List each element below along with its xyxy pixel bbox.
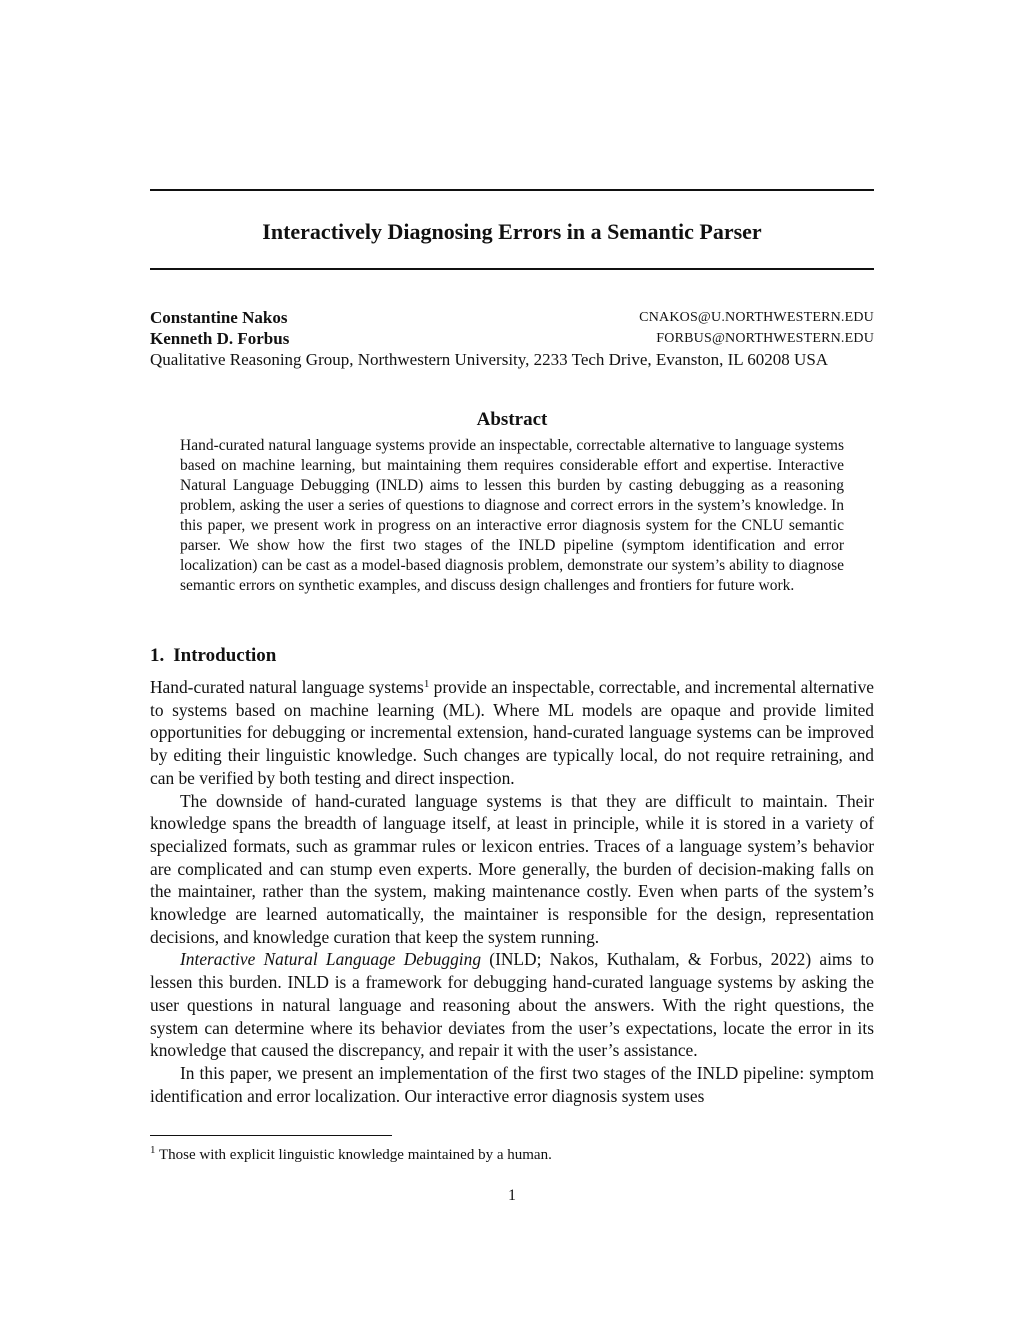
author-name: Constantine Nakos [150, 308, 288, 327]
author-row [150, 328, 874, 349]
paragraph [150, 948, 874, 1062]
footnote-text: Those with explicit linguistic knowledge maintained by a human. [158, 1147, 552, 1163]
title-top-rule [150, 189, 874, 191]
paragraph [150, 676, 874, 790]
page-number: 1 [508, 1187, 516, 1204]
section-title: Introduction [173, 645, 277, 666]
author-row [150, 307, 874, 328]
author-name: Kenneth D. Forbus [150, 329, 290, 348]
paragraph: In this paper, we present an implementation of the first two stages of the INLD pipeline: symptom identification and error localization. Our interactive error diagnosis system uses [150, 1062, 874, 1106]
abstract-body: Hand-curated natural language systems provide an inspectable, correctable alternative to language systems based on machine learning, but maintaining them requires considerable effort and expertise. Interactive Natural Language Debugging (INLD) aims to lessen this burden by casting debugging as a reasoning problem, asking the user a series of questions to diagnose and correct errors in the system’s knowledge. In this paper, we present work in progress on an interactive error diagnosis system for the CNLU semantic parser. We show how the first two stages of the INLD pipeline (symptom identification and error localization) can be cast as a model-based diagnosis problem, demonstrate our system’s ability to diagnose semantic errors on synthetic examples, and discuss design challenges and frontiers for future work. [180, 437, 844, 594]
footnote [150, 1145, 552, 1165]
footnote-rule [150, 1135, 392, 1136]
section-heading [150, 644, 276, 668]
author-email: FORBUS@NORTHWESTERN.EDU [656, 331, 874, 346]
paragraph: The downside of hand-curated language systems is that they are difficult to maintain. Their knowledge spans the breadth of language itself, at least in principle, while it is stored in a variety of specialized formats, such as grammar rules or lexicon entries. Traces of a language system’s behavior are complicated and can stump even experts. More generally, the burden of decision-making falls on the maintainer, rather than the system, making maintenance costly. Even when parts of the system’s knowledge are learned automatically, the maintainer is responsible for the design, representation decisions, and knowledge curation that keep the system running. [150, 790, 874, 947]
footnote-mark: 1 [150, 1144, 156, 1156]
section-number: 1. [150, 645, 165, 666]
abstract-heading: Abstract [476, 409, 548, 430]
body-text [150, 676, 874, 1107]
paper-title: Interactively Diagnosing Errors in a Semantic Parser [262, 219, 762, 244]
paragraph-text: Hand-curated natural language systems [150, 677, 424, 697]
affiliation: Qualitative Reasoning Group, Northwestern University, 2233 Tech Drive, Evanston, IL 60208 USA [150, 350, 829, 369]
paragraph-text: (INLD; Nakos, Kuthalam, & Forbus, 2022) aims to lessen this burden. INLD is a framework for debugging hand-curated language systems by asking the user questions in natural language and reasoning about the answers. With the right questions, the system can determine where its behavior deviates from the user’s expectations, locate the error in its knowledge that caused the discrepancy, and repair it with the user’s assistance. [150, 949, 875, 1061]
author-email: CNAKOS@U.NORTHWESTERN.EDU [639, 310, 874, 325]
title-bottom-rule [150, 268, 874, 270]
emphasized-term: Interactive Natural Language Debugging [180, 949, 482, 970]
paragraph-text: provide an inspectable, correctable, and incremental alternative to systems based on machine learning (ML). Where ML models are opaque and provide limited opportunities for debugging or incremental extension, hand-curated language systems can be improved by editing their linguistic knowledge. Such changes are typically local, do not require retraining, and can be verified by both testing and direct inspection. [150, 677, 875, 788]
footnote-mark: 1 [423, 678, 430, 690]
